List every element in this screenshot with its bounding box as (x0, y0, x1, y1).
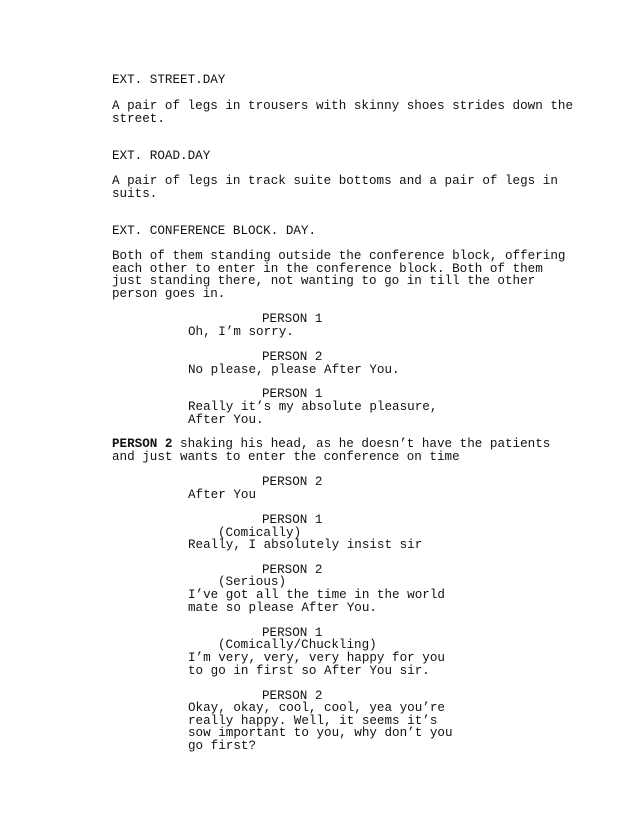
dialogue: Oh, I’m sorry. (188, 325, 294, 339)
character-cue: PERSON 1 (262, 626, 323, 640)
action-shaking-head-cont: and just wants to enter the conference on time (112, 450, 460, 464)
parenthetical: (Comically) (218, 526, 302, 540)
dialogue: No please, please After You. (188, 363, 400, 377)
dialogue: Really, I absolutely insist sir (188, 538, 423, 552)
character-cue: PERSON 2 (262, 350, 323, 364)
character-cue: PERSON 2 (262, 475, 323, 489)
dialogue: Really it’s my absolute pleasure, After You. (188, 400, 438, 427)
dialogue: I’m very, very, very happy for you to go in first so After You sir. (188, 651, 445, 678)
action-road: A pair of legs in track suite bottoms and a pair of legs in suits. (112, 174, 558, 201)
scene-heading-conference: EXT. CONFERENCE BLOCK. DAY. (112, 224, 317, 238)
dialogue: I’ve got all the time in the world mate so please After You. (188, 588, 445, 615)
character-cue: PERSON 1 (262, 513, 323, 527)
parenthetical: (Comically/Chuckling) (218, 638, 377, 652)
parenthetical: (Serious) (218, 575, 287, 589)
character-name-bold: PERSON 2 (112, 437, 173, 451)
dialogue: Okay, okay, cool, cool, yea you’re really happy. Well, it seems it’s sow important to you, why don’t you go first? (188, 701, 453, 753)
action-conference: Both of them standing outside the conference block, offering each other to enter in the conference block. Both of them just standing there, not wanting to go in till the other person goes in. (112, 249, 566, 301)
action-shaking-head (112, 438, 550, 451)
character-cue: PERSON 1 (262, 312, 323, 326)
dialogue: After You (188, 488, 257, 502)
scene-heading-street: EXT. STREET.DAY (112, 73, 226, 87)
character-cue: PERSON 2 (262, 563, 323, 577)
character-cue: PERSON 1 (262, 387, 323, 401)
character-cue: PERSON 2 (262, 689, 323, 703)
action-street: A pair of legs in trousers with skinny shoes strides down the street. (112, 99, 574, 126)
scene-heading-road: EXT. ROAD.DAY (112, 149, 211, 163)
action-text: shaking his head, as he doesn’t have the patients (172, 437, 551, 451)
